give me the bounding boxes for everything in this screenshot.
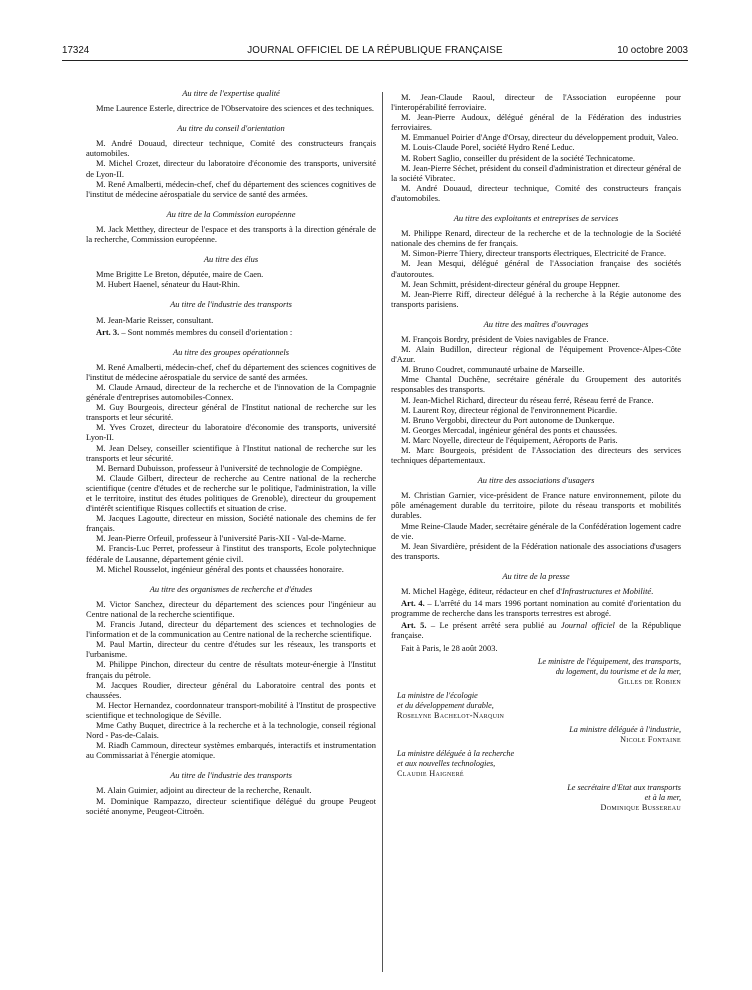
member-entry: M. François Bordry, président de Voies navigables de France. xyxy=(401,333,609,344)
signatory-title: Le secrétaire d'Etat aux transports xyxy=(567,782,681,792)
member-entry: M. Jean-Pierre Riff, directeur délégué à la recherche à la Régie autonome des transports parisiens. xyxy=(391,288,681,309)
member-entry: M. Bernard Dubuisson, professeur à l'université de technologie de Compiègne. xyxy=(96,462,363,473)
article-text: de la République française. xyxy=(391,620,681,641)
member-entry: Mme Reine-Claude Mader, secrétaire générale de la Confédération logement cadre de vie. xyxy=(391,520,681,541)
member-entry: M. Bruno Coudret, communauté urbaine de Marseille. xyxy=(401,364,585,375)
left-column xyxy=(86,88,376,816)
article-text: – Le présent arrêté sera publié au xyxy=(426,620,561,631)
member-entry: M. Jean-Michel Richard, directeur du réseau ferré, Réseau ferré de France. xyxy=(401,394,654,405)
section-heading: Au titre des élus xyxy=(203,254,259,265)
member-entry: M. Jean Mesqui, délégué général de l'Association française des sociétés d'autoroutes. xyxy=(391,258,681,279)
page-number: 17324 xyxy=(62,45,90,56)
member-entry: M. Philippe Renard, directeur de la recherche et de la technologie de la Société nationale des chemins de fer français. xyxy=(391,228,681,249)
member-entry xyxy=(391,586,681,596)
column-divider xyxy=(382,92,383,972)
member-entry: M. Jean Sivardière, président de la Fédération nationale des associations d'usagers des transports. xyxy=(391,540,681,561)
member-entry: M. Jacques Roudier, directeur général du Laboratoire central des ponts et chaussées. xyxy=(86,679,376,700)
member-entry: M. André Douaud, directeur technique, Comité des constructeurs français automobiles. xyxy=(86,138,376,159)
section-heading: Au titre de l'industrie des transports xyxy=(170,770,292,781)
signatory-title: et à la mer, xyxy=(644,792,681,802)
member-entry: M. Yves Crozet, directeur du laboratoire d'économie des transports, université Lyon-II. xyxy=(86,422,376,443)
section-heading: Au titre des associations d'usagers xyxy=(477,475,595,486)
signing-place-date: Fait à Paris, le 28 août 2003. xyxy=(401,642,498,653)
member-entry: M. Guy Bourgeois, directeur général de l'Institut national de recherche sur les transports et leur sécurité. xyxy=(86,402,376,423)
member-entry: M. Jean-Pierre Séchet, président du conseil d'administration et directeur général de la société Vibratec. xyxy=(391,162,681,183)
member-entry: M. Jean Schmitt, président-directeur général du groupe Heppner. xyxy=(401,278,620,289)
member-entry: M. Claude Arnaud, directeur de la recherche et de l'innovation de la Compagnie générale d'entreprises automobiles-Connex. xyxy=(86,381,376,403)
section-heading: Au titre de la Commission européenne xyxy=(166,208,296,219)
article-4 xyxy=(391,598,681,618)
member-entry: M. Alain Budillon, directeur régional de l'équipement Provence-Alpes-Côte d'Azur. xyxy=(391,344,681,365)
page-header xyxy=(62,44,688,61)
member-entry: M. Emmanuel Poirier d'Ange d'Orsay, directeur du développement produit, Valeo. xyxy=(401,132,679,143)
section-heading: Au titre du conseil d'orientation xyxy=(177,123,285,134)
signatory-title: La ministre de l'écologie xyxy=(397,690,478,700)
section-heading: Au titre de l'industrie des transports xyxy=(170,299,292,310)
member-entry: M. Marc Bourgeois, président de l'Association des directeurs des services techniques départementaux. xyxy=(391,445,681,466)
member-entry: M. Michel Crozet, directeur du laboratoire d'économie des transports, université de Lyon-II. xyxy=(86,158,376,179)
member-entry: M. Dominique Rampazzo, directeur scientifique délégué du groupe Peugeot société anonyme, Peugeot-Citroën. xyxy=(86,795,376,816)
signature-block-minister-research xyxy=(391,749,681,779)
member-entry: M. Victor Sanchez, directeur du département des sciences pour l'ingénieur au Centre national de la recherche scientifique. xyxy=(86,598,376,619)
signature-block-minister-ecology xyxy=(391,691,681,721)
member-entry: M. Robert Saglio, conseiller du président de la société Technicatome. xyxy=(401,152,636,163)
entry-text: M. Michel Hagège, éditeur, rédacteur en chef d' xyxy=(401,586,562,597)
member-entry: Mme Laurence Esterle, directrice de l'Observatoire des sciences et des techniques. xyxy=(96,103,374,114)
member-entry: M. Hector Hernandez, coordonnateur transport-mobilité à l'Institut de prospective scientifique et technologique de Séville. xyxy=(86,699,376,720)
member-entry: M. Jacques Lagoutte, directeur en mission, Société nationale des chemins de fer français. xyxy=(86,513,376,534)
journal-name: Journal officiel xyxy=(560,620,615,631)
member-entry: M. Laurent Roy, directeur régional de l'environnement Picardie. xyxy=(401,404,618,415)
member-entry: M. Jean-Pierre Orfeuil, professeur à l'université Paris-XII - Val-de-Marne. xyxy=(96,533,346,544)
signatory-title: et du développement durable, xyxy=(397,700,494,710)
member-entry: M. René Amalberti, médecin-chef, chef du département des sciences cognitives de l'institut de médecine aérospatiale du service de santé des armées. xyxy=(86,178,376,199)
section-heading: Au titre des groupes opérationnels xyxy=(172,346,290,357)
member-entry: M. Jack Metthey, directeur de l'espace et des transports à la direction générale de la recherche, Commission européenne. xyxy=(86,223,376,245)
article-number: Art. 5. xyxy=(401,620,427,631)
signature-block-minister-industry xyxy=(391,725,681,745)
signature-block-minister-equipment xyxy=(391,657,681,687)
section-heading: Au titre des organismes de recherche et d'études xyxy=(149,583,313,594)
signatory-title: Le ministre de l'équipement, des transports, xyxy=(537,656,681,666)
member-entry: M. André Douaud, directeur technique, Comité des constructeurs français d'automobiles. xyxy=(391,182,681,203)
article-3 xyxy=(86,327,376,337)
signatory-name: Claudie Haigneré xyxy=(397,768,464,778)
member-entry: M. Simon-Pierre Thiery, directeur transports électriques, Electricité de France. xyxy=(401,248,666,259)
member-entry: Mme Chantal Duchêne, secrétaire générale du Groupement des autorités responsables des transports. xyxy=(391,374,681,395)
signatory-name: Nicole Fontaine xyxy=(620,734,681,744)
signatory-name: Gilles de Robien xyxy=(618,676,681,686)
member-entry: Mme Brigitte Le Breton, députée, maire de Caen. xyxy=(96,269,264,280)
entry-text: . xyxy=(651,586,654,597)
signatory-title: du logement, du tourisme et de la mer, xyxy=(555,666,681,676)
article-text: – L'arrêté du 14 mars 1996 portant nomination au comité d'orientation du programme de recherche dans les transports terrestres est abrogé. xyxy=(391,598,681,619)
member-entry: M. René Amalberti, médecin-chef, chef du département des sciences cognitives de l'institut de médecine aérospatiale du service de santé des armées. xyxy=(86,361,376,382)
member-entry: M. Claude Gilbert, directeur de recherche au Centre national de la recherche scientifique (centre d'études et de recherche sur le politique, l'administration, la ville et le territoire, institut des études politiques de Grenoble), directeur du groupement d'intérêt scientifique Risques collectifs et situation de crise. xyxy=(86,472,376,514)
article-number: Art. 3. xyxy=(96,326,120,337)
member-entry: M. Christian Garnier, vice-président de France nature environnement, pilote du pôle aménagement durable du territoire, pilote du réseau transports et mobilités durables. xyxy=(391,490,681,521)
member-entry: M. Francis-Luc Perret, professeur à l'institut des transports, Ecole polytechnique fédérale de Lausanne, département génie civil. xyxy=(86,543,376,564)
publication-title: Infrastructures et Mobilité xyxy=(561,586,652,597)
member-entry: M. Georges Mercadal, ingénieur général des ponts et chaussées. xyxy=(401,424,618,435)
issue-date: 10 octobre 2003 xyxy=(617,45,688,56)
member-entry: M. Francis Jutand, directeur du département des sciences et technologies de l'information et de la communication au Centre national de la recherche scientifique. xyxy=(86,619,376,640)
article-number: Art. 4. xyxy=(401,598,425,609)
signatory-title: La ministre déléguée à l'industrie, xyxy=(569,724,681,734)
member-entry: M. Louis-Claude Porel, société Hydro René Leduc. xyxy=(401,142,575,153)
member-entry: M. Jean-Marie Reisser, consultant. xyxy=(96,314,214,325)
right-column xyxy=(391,92,681,813)
member-entry: M. Philippe Pinchon, directeur du centre de résultats moteur-énergie à l'Institut français du pétrole. xyxy=(86,659,376,680)
member-entry: M. Jean-Claude Raoul, directeur de l'Association européenne pour l'interopérabilité ferroviaire. xyxy=(391,92,681,113)
journal-title: JOURNAL OFFICIEL DE LA RÉPUBLIQUE FRANÇAISE xyxy=(247,45,503,56)
signatory-title: La ministre déléguée à la recherche xyxy=(397,748,515,758)
section-heading: Au titre des maîtres d'ouvrages xyxy=(483,318,589,329)
member-entry: Mme Cathy Buquet, directrice à la recherche et à la technologie, conseil régional Nord - Pas-de-Calais. xyxy=(86,719,376,741)
member-entry: M. Paul Martin, directeur du centre d'études sur les réseaux, les transports et l'urbanisme. xyxy=(86,639,376,660)
article-text: – Sont nommés membres du conseil d'orientation : xyxy=(119,326,293,337)
article-5 xyxy=(391,620,681,640)
member-entry: M. Riadh Cammoun, directeur systèmes embarqués, interactifs et instrumentation au Commissariat à l'énergie atomique. xyxy=(86,740,376,761)
section-heading: Au titre de l'expertise qualité xyxy=(182,88,280,98)
member-entry: M. Hubert Haenel, sénateur du Haut-Rhin. xyxy=(96,279,240,290)
signatory-name: Dominique Bussereau xyxy=(600,802,681,812)
member-entry: M. Jean Delsey, conseiller scientifique à l'Institut national de recherche sur les transports et leur sécurité. xyxy=(86,442,376,463)
member-entry: M. Jean-Pierre Audoux, délégué général de la Fédération des industries ferroviaires. xyxy=(391,112,681,133)
signatory-title: et aux nouvelles technologies, xyxy=(397,758,496,768)
member-entry: M. Marc Noyelle, directeur de l'équipement, Aéroports de Paris. xyxy=(401,434,618,445)
section-heading: Au titre des exploitants et entreprises de services xyxy=(453,213,619,224)
member-entry: M. Michel Rousselot, ingénieur général des ponts et chaussées honoraire. xyxy=(96,563,344,574)
member-entry: M. Alain Guimier, adjoint au directeur de la recherche, Renault. xyxy=(96,785,312,796)
signatory-name: Roselyne Bachelot-Narquin xyxy=(397,710,505,720)
member-entry: M. Bruno Vergobbi, directeur du Port autonome de Dunkerque. xyxy=(401,414,615,425)
section-heading: Au titre de la presse xyxy=(502,570,570,581)
signature-block-secretary-transport xyxy=(391,783,681,813)
